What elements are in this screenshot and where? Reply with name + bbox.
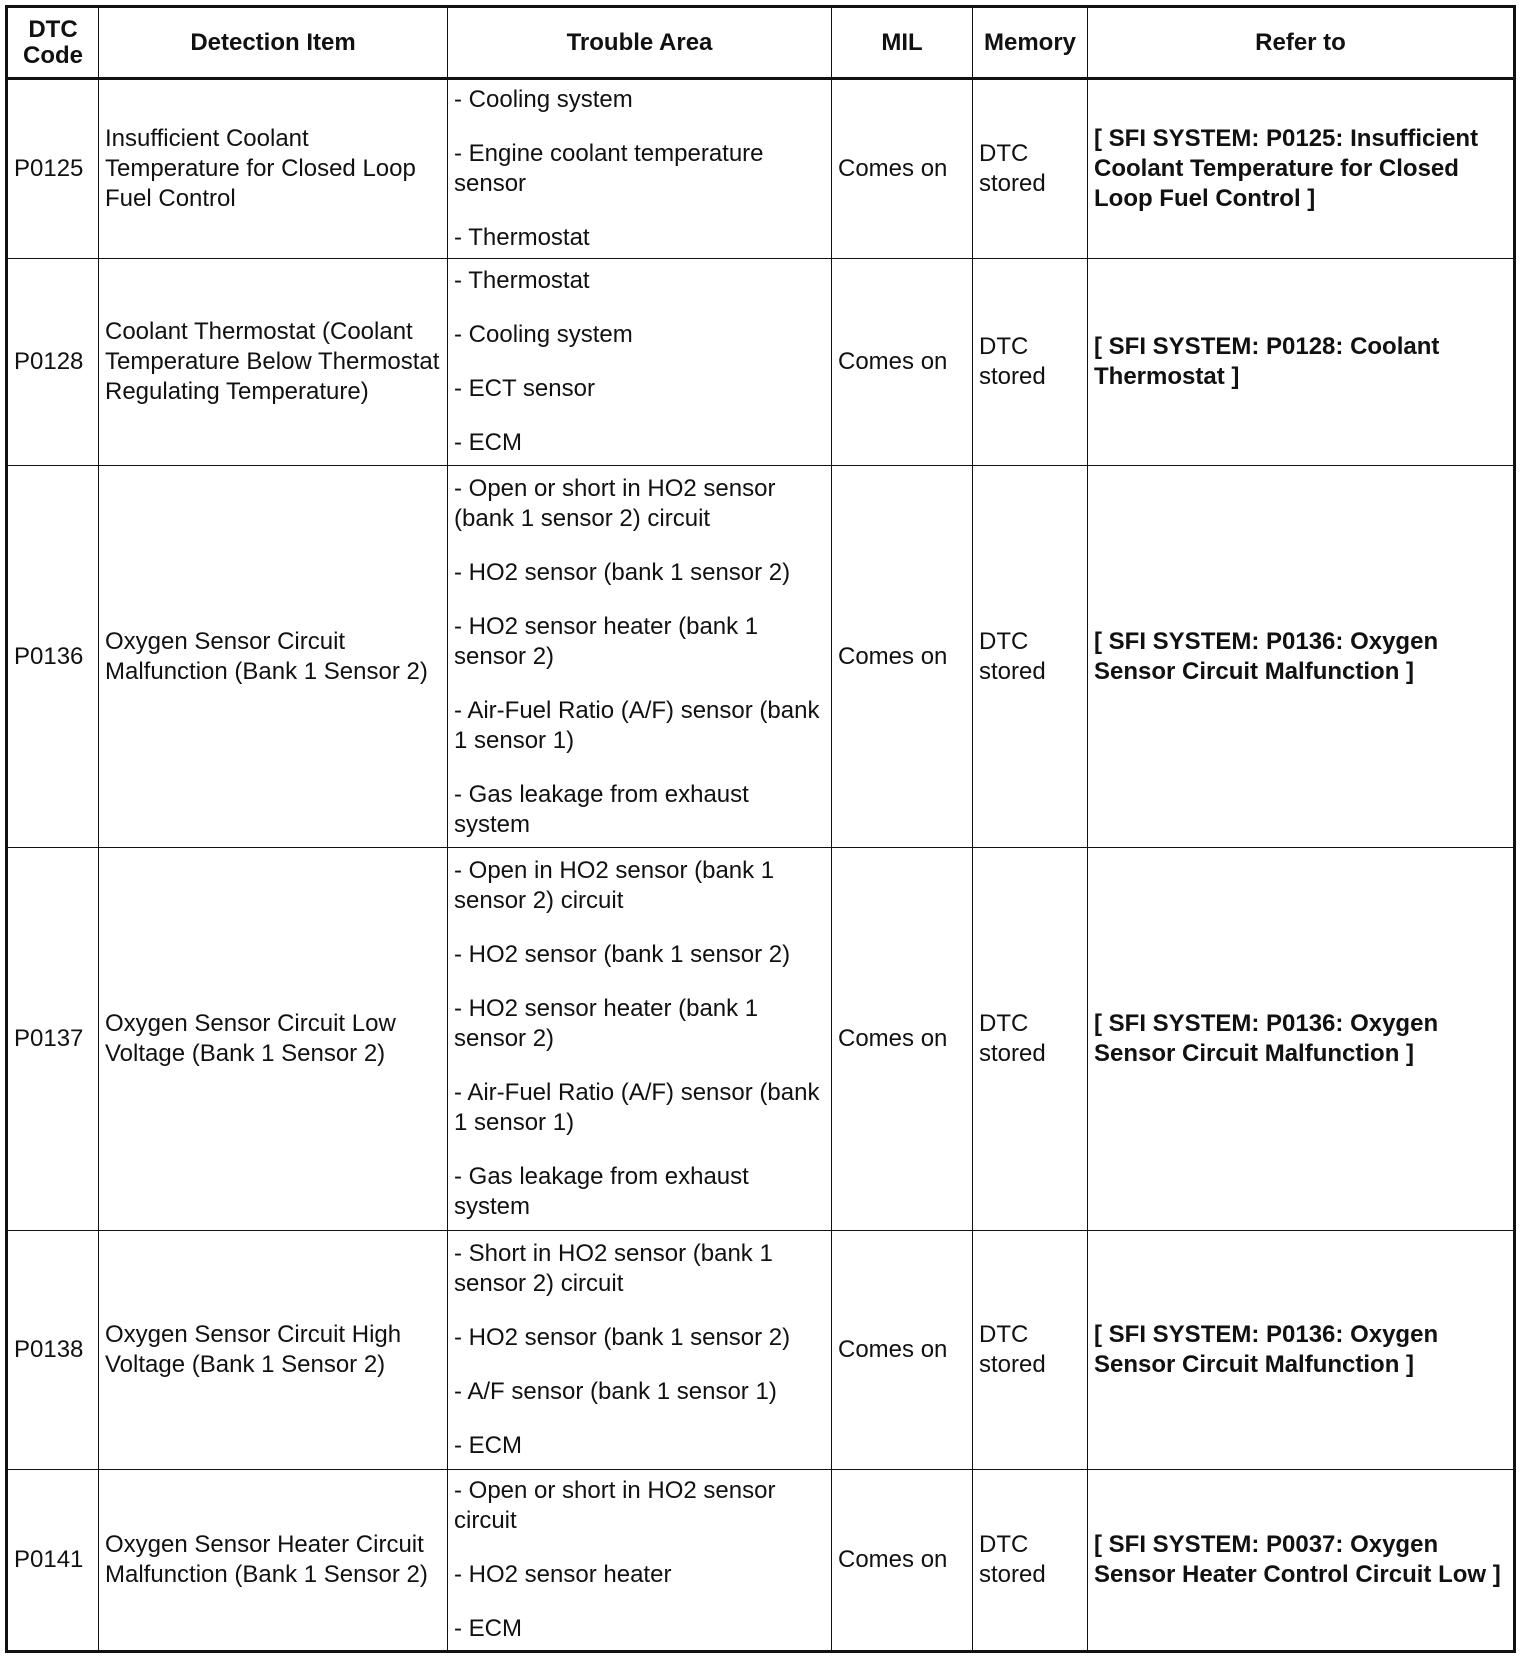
trouble-area	[448, 1231, 832, 1469]
table-row	[7, 79, 1515, 259]
header-trouble-area: Trouble Area	[448, 7, 832, 79]
refer-to-link[interactable]: [ SFI SYSTEM: P0037: Oxygen Sensor Heater Control Circuit Low ]	[1088, 1469, 1515, 1651]
refer-to-link[interactable]: [ SFI SYSTEM: P0125: Insufficient Coolant Temperature for Closed Loop Fuel Control ]	[1088, 79, 1515, 259]
trouble-item: - Air-Fuel Ratio (A/F) sensor (bank 1 sensor 1)	[454, 696, 820, 754]
header-row	[7, 7, 1515, 79]
trouble-item: - Gas leakage from exhaust system	[454, 780, 749, 838]
refer-to-link[interactable]: [ SFI SYSTEM: P0136: Oxygen Sensor Circuit Malfunction ]	[1088, 848, 1515, 1231]
table-row	[7, 465, 1515, 848]
memory-status: DTC stored	[973, 1469, 1088, 1651]
trouble-item: - HO2 sensor (bank 1 sensor 2)	[454, 558, 791, 586]
trouble-item: - HO2 sensor (bank 1 sensor 2)	[454, 941, 791, 969]
trouble-item: - Open or short in HO2 sensor circuit	[454, 1476, 776, 1534]
mil-status: Comes on	[832, 1469, 973, 1651]
trouble-item: - Thermostat	[454, 267, 590, 295]
dtc-code: P0136	[7, 465, 99, 848]
header-memory: Memory	[973, 7, 1088, 79]
detection-item: Coolant Thermostat (Coolant Temperature Below Thermostat Regulating Temperature)	[99, 259, 448, 465]
detection-item: Oxygen Sensor Heater Circuit Malfunction (Bank 1 Sensor 2)	[99, 1469, 448, 1651]
memory-status: DTC stored	[973, 259, 1088, 465]
table-row	[7, 1231, 1515, 1469]
dtc-table	[5, 5, 1516, 1653]
trouble-item: - Air-Fuel Ratio (A/F) sensor (bank 1 sensor 1)	[454, 1079, 820, 1137]
trouble-item: - Cooling system	[454, 86, 633, 114]
trouble-item: - HO2 sensor (bank 1 sensor 2)	[454, 1323, 791, 1351]
trouble-item: - ECT sensor	[454, 375, 595, 403]
trouble-item: - HO2 sensor heater (bank 1 sensor 2)	[454, 995, 759, 1053]
header-refer-to: Refer to	[1088, 7, 1515, 79]
trouble-item: - HO2 sensor heater (bank 1 sensor 2)	[454, 612, 759, 670]
mil-status: Comes on	[832, 465, 973, 848]
trouble-item: - ECM	[454, 1614, 522, 1642]
mil-status: Comes on	[832, 79, 973, 259]
memory-status: DTC stored	[973, 465, 1088, 848]
trouble-item: - A/F sensor (bank 1 sensor 1)	[454, 1377, 777, 1405]
trouble-item: - Gas leakage from exhaust system	[454, 1163, 749, 1221]
trouble-item: - Thermostat	[454, 224, 590, 252]
header-detection-item: Detection Item	[99, 7, 448, 79]
trouble-item: - Open in HO2 sensor (bank 1 sensor 2) circuit	[454, 857, 775, 915]
mil-status: Comes on	[832, 259, 973, 465]
trouble-item: - ECM	[454, 1431, 522, 1459]
trouble-item: - Engine coolant temperature sensor	[454, 140, 764, 198]
trouble-item: - ECM	[454, 429, 522, 457]
header-dtc-code: DTC Code	[7, 7, 99, 79]
memory-status: DTC stored	[973, 848, 1088, 1231]
mil-status: Comes on	[832, 1231, 973, 1469]
refer-to-link[interactable]: [ SFI SYSTEM: P0136: Oxygen Sensor Circuit Malfunction ]	[1088, 465, 1515, 848]
detection-item: Oxygen Sensor Circuit Low Voltage (Bank 1 Sensor 2)	[99, 848, 448, 1231]
dtc-code: P0141	[7, 1469, 99, 1651]
trouble-area	[448, 465, 832, 848]
trouble-area	[448, 848, 832, 1231]
trouble-item: - Open or short in HO2 sensor (bank 1 sensor 2) circuit	[454, 474, 776, 532]
trouble-area	[448, 259, 832, 465]
detection-item: Oxygen Sensor Circuit Malfunction (Bank 1 Sensor 2)	[99, 465, 448, 848]
trouble-item: - Short in HO2 sensor (bank 1 sensor 2) circuit	[454, 1239, 773, 1297]
memory-status: DTC stored	[973, 1231, 1088, 1469]
refer-to-link[interactable]: [ SFI SYSTEM: P0136: Oxygen Sensor Circuit Malfunction ]	[1088, 1231, 1515, 1469]
trouble-item: - HO2 sensor heater	[454, 1560, 672, 1588]
dtc-code: P0138	[7, 1231, 99, 1469]
dtc-code: P0128	[7, 259, 99, 465]
trouble-item: - Cooling system	[454, 321, 633, 349]
dtc-code: P0137	[7, 848, 99, 1231]
table-row	[7, 848, 1515, 1231]
detection-item: Oxygen Sensor Circuit High Voltage (Bank 1 Sensor 2)	[99, 1231, 448, 1469]
table-row	[7, 259, 1515, 465]
trouble-area	[448, 79, 832, 259]
trouble-area	[448, 1469, 832, 1651]
detection-item: Insufficient Coolant Temperature for Closed Loop Fuel Control	[99, 79, 448, 259]
table-row	[7, 1469, 1515, 1651]
refer-to-link[interactable]: [ SFI SYSTEM: P0128: Coolant Thermostat ]	[1088, 259, 1515, 465]
mil-status: Comes on	[832, 848, 973, 1231]
memory-status: DTC stored	[973, 79, 1088, 259]
dtc-code: P0125	[7, 79, 99, 259]
header-mil: MIL	[832, 7, 973, 79]
